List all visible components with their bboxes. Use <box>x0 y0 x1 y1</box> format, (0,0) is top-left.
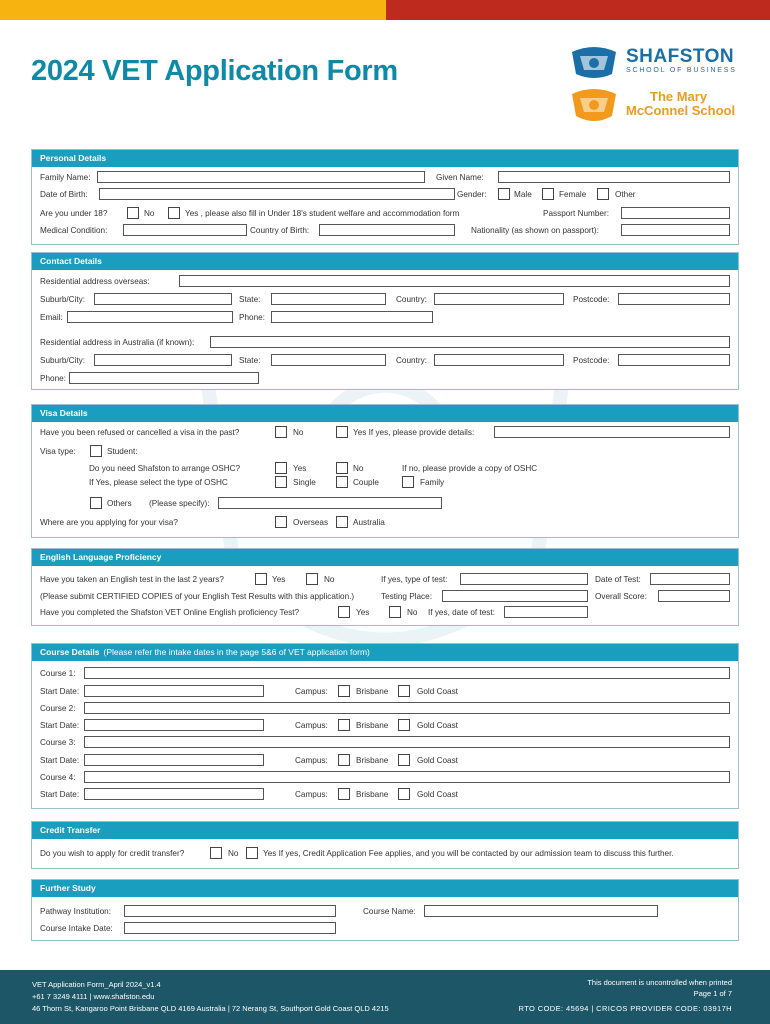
course-heading-note: (Please refer the intake dates in the page 5&6 of VET application form) <box>103 647 370 657</box>
visa-student-label: Student: <box>107 447 138 456</box>
under18-no-label: No <box>144 209 155 218</box>
suburb-field[interactable] <box>94 293 232 305</box>
course4-brisbane-label: Brisbane <box>356 790 389 799</box>
course4-label: Course 4: <box>40 773 76 782</box>
refused-details-field[interactable] <box>494 426 730 438</box>
further-study-heading: Further Study <box>32 880 738 897</box>
course-name-field[interactable] <box>424 905 658 917</box>
english-taken-yes-label: Yes <box>272 575 286 584</box>
phone-label: Phone: <box>239 313 265 322</box>
footer-addresses: 46 Thorn St, Kangaroo Point Brisbane QLD 4169 Australia | 72 Nerang St, Southport Gold Coast QLD 4215 <box>32 1004 389 1013</box>
course2-field[interactable] <box>84 702 730 714</box>
refused-no-checkbox[interactable] <box>275 426 287 438</box>
intake-field[interactable] <box>124 922 336 934</box>
course3-start-field[interactable] <box>84 754 264 766</box>
test-date-label: Date of Test: <box>595 575 641 584</box>
course3-field[interactable] <box>84 736 730 748</box>
gender-other-label: Other <box>615 190 636 199</box>
personal-details-section <box>31 149 739 245</box>
given-name-label: Given Name: <box>436 173 484 182</box>
passport-field[interactable] <box>621 207 730 219</box>
course2-brisbane-checkbox[interactable] <box>338 719 350 731</box>
oshc-no-checkbox[interactable] <box>336 462 348 474</box>
course2-campus-label: Campus: <box>295 721 328 730</box>
course4-start-label: Start Date: <box>40 790 80 799</box>
country-field[interactable] <box>434 293 564 305</box>
course3-goldcoast-label: Gold Coast <box>417 756 458 765</box>
personal-details-heading: Personal Details <box>32 150 738 167</box>
oshc-yes-checkbox[interactable] <box>275 462 287 474</box>
footer-form-version: VET Application Form_April 2024_v1.4 <box>32 980 161 989</box>
course1-goldcoast-checkbox[interactable] <box>398 685 410 697</box>
visa-specify-label: (Please specify): <box>149 499 210 508</box>
course1-start-label: Start Date: <box>40 687 80 696</box>
country-label: Country: <box>396 295 427 304</box>
testing-place-label: Testing Place: <box>381 592 432 601</box>
english-completed-yes-checkbox[interactable] <box>338 606 350 618</box>
visa-others-checkbox[interactable] <box>90 497 102 509</box>
course2-goldcoast-label: Gold Coast <box>417 721 458 730</box>
mary-line1: The Mary <box>650 89 708 104</box>
oshc-couple-label: Couple <box>353 478 379 487</box>
under18-yes-checkbox[interactable] <box>168 207 180 219</box>
family-name-field[interactable] <box>97 171 425 183</box>
under18-label: Are you under 18? <box>40 209 108 218</box>
course2-start-label: Start Date: <box>40 721 80 730</box>
oshc-single-checkbox[interactable] <box>275 476 287 488</box>
mary-line2: McConnel School <box>626 103 736 118</box>
course2-brisbane-label: Brisbane <box>356 721 389 730</box>
course1-field[interactable] <box>84 667 730 679</box>
passport-label: Passport Number: <box>543 209 609 218</box>
course3-brisbane-label: Brisbane <box>356 756 389 765</box>
online-test-date-label: If yes, date of test: <box>428 608 495 617</box>
english-completed-no-checkbox[interactable] <box>389 606 401 618</box>
course2-start-field[interactable] <box>84 719 264 731</box>
suburb-label: Suburb/City: <box>40 295 86 304</box>
under18-yes-label: Yes , please also fill in Under 18's student welfare and accommodation form <box>185 209 460 218</box>
refused-yes-checkbox[interactable] <box>336 426 348 438</box>
top-bar-yellow <box>0 0 386 20</box>
credit-no-label: No <box>228 849 239 858</box>
course1-campus-label: Campus: <box>295 687 328 696</box>
page-footer <box>0 970 770 1024</box>
test-date-field[interactable] <box>650 573 730 585</box>
dob-label: Date of Birth: <box>40 190 88 199</box>
footer-page-number: Page 1 of 7 <box>693 989 732 998</box>
visa-type-label: Visa type: <box>40 447 76 456</box>
course3-campus-label: Campus: <box>295 756 328 765</box>
footer-codes: RTO CODE: 45694 | CRICOS PROVIDER CODE: 03917H <box>518 1004 732 1013</box>
dob-field[interactable] <box>99 188 455 200</box>
shafston-logo <box>568 44 738 80</box>
email-field[interactable] <box>67 311 233 323</box>
credit-no-checkbox[interactable] <box>210 847 222 859</box>
gender-male-label: Male <box>514 190 532 199</box>
contact-details-section <box>31 252 739 390</box>
english-section <box>31 548 739 626</box>
footer-uncontrolled: This document is uncontrolled when printed <box>587 978 732 987</box>
credit-transfer-heading: Credit Transfer <box>32 822 738 839</box>
test-type-field[interactable] <box>460 573 588 585</box>
res-overseas-field[interactable] <box>179 275 730 287</box>
family-name-label: Family Name: <box>40 173 91 182</box>
oshc-couple-checkbox[interactable] <box>336 476 348 488</box>
phone2-label: Phone: <box>40 374 66 383</box>
oshc-yes-label: Yes <box>293 464 307 473</box>
gender-label: Gender: <box>457 190 487 199</box>
given-name-field[interactable] <box>498 171 730 183</box>
english-taken-no-checkbox[interactable] <box>306 573 318 585</box>
english-taken-yes-checkbox[interactable] <box>255 573 267 585</box>
contact-details-heading: Contact Details <box>32 253 738 270</box>
course1-brisbane-label: Brisbane <box>356 687 389 696</box>
course-details-heading <box>32 644 738 661</box>
postcode2-field[interactable] <box>618 354 730 366</box>
medical-label: Medical Condition: <box>40 226 108 235</box>
intake-label: Course Intake Date: <box>40 924 113 933</box>
course3-label: Course 3: <box>40 738 76 747</box>
mary-mcconnel-logo <box>568 86 738 126</box>
visa-details-section <box>31 404 739 538</box>
oshc-type-label: If Yes, please select the type of OSHC <box>89 478 228 487</box>
course-details-section <box>31 643 739 809</box>
course2-goldcoast-checkbox[interactable] <box>398 719 410 731</box>
course4-goldcoast-checkbox[interactable] <box>398 788 410 800</box>
online-test-date-field[interactable] <box>504 606 588 618</box>
course3-start-label: Start Date: <box>40 756 80 765</box>
refused-no-label: No <box>293 428 304 437</box>
overall-score-label: Overall Score: <box>595 592 647 601</box>
under18-no-checkbox[interactable] <box>127 207 139 219</box>
course4-start-field[interactable] <box>84 788 264 800</box>
course-name-label: Course Name: <box>363 907 416 916</box>
visa-specify-field[interactable] <box>218 497 442 509</box>
refused-yes-label: Yes If yes, please provide details: <box>353 428 475 437</box>
overall-score-field[interactable] <box>658 590 730 602</box>
where-australia-label: Australia <box>353 518 385 527</box>
email-label: Email: <box>40 313 63 322</box>
credit-question-label: Do you wish to apply for credit transfer? <box>40 849 185 858</box>
state-field[interactable] <box>271 293 386 305</box>
course-heading-text: Course Details <box>40 647 100 657</box>
course1-brisbane-checkbox[interactable] <box>338 685 350 697</box>
course1-label: Course 1: <box>40 669 76 678</box>
phone-field[interactable] <box>271 311 433 323</box>
where-overseas-label: Overseas <box>293 518 329 527</box>
visa-others-label: Others <box>107 499 132 508</box>
gender-other-checkbox[interactable] <box>597 188 609 200</box>
country-birth-label: Country of Birth: <box>250 226 310 235</box>
where-australia-checkbox[interactable] <box>336 516 348 528</box>
pathway-field[interactable] <box>124 905 336 917</box>
course4-field[interactable] <box>84 771 730 783</box>
oshc-family-checkbox[interactable] <box>402 476 414 488</box>
credit-transfer-section <box>31 821 739 869</box>
visa-details-heading: Visa Details <box>32 405 738 422</box>
nationality-field[interactable] <box>621 224 730 236</box>
credit-yes-checkbox[interactable] <box>246 847 258 859</box>
english-submit-note: (Please submit CERTIFIED COPIES of your English Test Results with this application.) <box>40 592 355 601</box>
visa-student-checkbox[interactable] <box>90 445 102 457</box>
course4-campus-label: Campus: <box>295 790 328 799</box>
page-title: 2024 VET Application Form <box>31 55 398 87</box>
postcode2-label: Postcode: <box>573 356 610 365</box>
res-aus-label: Residential address in Australia (if known): <box>40 338 195 347</box>
mary-mcconnel-crest-icon <box>568 86 620 124</box>
res-aus-field[interactable] <box>210 336 730 348</box>
course2-label: Course 2: <box>40 704 76 713</box>
country2-field[interactable] <box>434 354 564 366</box>
state-label: State: <box>239 295 261 304</box>
refused-label: Have you been refused or cancelled a visa in the past? <box>40 428 240 437</box>
course1-start-field[interactable] <box>84 685 264 697</box>
shafston-crest-icon <box>568 44 620 80</box>
course4-goldcoast-label: Gold Coast <box>417 790 458 799</box>
english-heading: English Language Proficiency <box>32 549 738 566</box>
gender-male-checkbox[interactable] <box>498 188 510 200</box>
shafston-subtitle: SCHOOL OF BUSINESS <box>626 67 737 74</box>
res-overseas-label: Residential address overseas: <box>40 277 150 286</box>
english-completed-no-label: No <box>407 608 418 617</box>
shafston-name: SHAFSTON <box>626 46 735 67</box>
postcode-field[interactable] <box>618 293 730 305</box>
nationality-label: Nationality (as shown on passport): <box>471 226 599 235</box>
course4-brisbane-checkbox[interactable] <box>338 788 350 800</box>
top-bar-red <box>386 0 770 20</box>
course3-brisbane-checkbox[interactable] <box>338 754 350 766</box>
pathway-label: Pathway Institution: <box>40 907 111 916</box>
phone2-field[interactable] <box>69 372 259 384</box>
testing-place-field[interactable] <box>442 590 588 602</box>
course1-goldcoast-label: Gold Coast <box>417 687 458 696</box>
state2-field[interactable] <box>271 354 386 366</box>
oshc-single-label: Single <box>293 478 316 487</box>
suburb2-label: Suburb/City: <box>40 356 86 365</box>
oshc-if-no-label: If no, please provide a copy of OSHC <box>402 464 538 473</box>
where-overseas-checkbox[interactable] <box>275 516 287 528</box>
further-study-section <box>31 879 739 941</box>
gender-female-checkbox[interactable] <box>542 188 554 200</box>
oshc-no-label: No <box>353 464 364 473</box>
test-type-label: If yes, type of test: <box>381 575 448 584</box>
country-birth-field[interactable] <box>319 224 455 236</box>
gender-female-label: Female <box>559 190 587 199</box>
english-completed-label: Have you completed the Shafston VET Online English proficiency Test? <box>40 608 300 617</box>
country2-label: Country: <box>396 356 427 365</box>
medical-field[interactable] <box>123 224 247 236</box>
english-completed-yes-label: Yes <box>356 608 370 617</box>
suburb2-field[interactable] <box>94 354 232 366</box>
footer-contact: +61 7 3249 4111 | www.shafston.edu <box>32 992 155 1001</box>
state2-label: State: <box>239 356 261 365</box>
postcode-label: Postcode: <box>573 295 610 304</box>
oshc-family-label: Family <box>420 478 445 487</box>
top-color-bar <box>0 0 770 20</box>
english-taken-no-label: No <box>324 575 335 584</box>
course3-goldcoast-checkbox[interactable] <box>398 754 410 766</box>
where-applying-label: Where are you applying for your visa? <box>40 518 178 527</box>
oshc-question-label: Do you need Shafston to arrange OSHC? <box>89 464 241 473</box>
credit-yes-label: Yes If yes, Credit Application Fee applies, and you will be contacted by our admission team to discuss this further. <box>263 849 674 858</box>
english-taken-label: Have you taken an English test in the last 2 years? <box>40 575 224 584</box>
